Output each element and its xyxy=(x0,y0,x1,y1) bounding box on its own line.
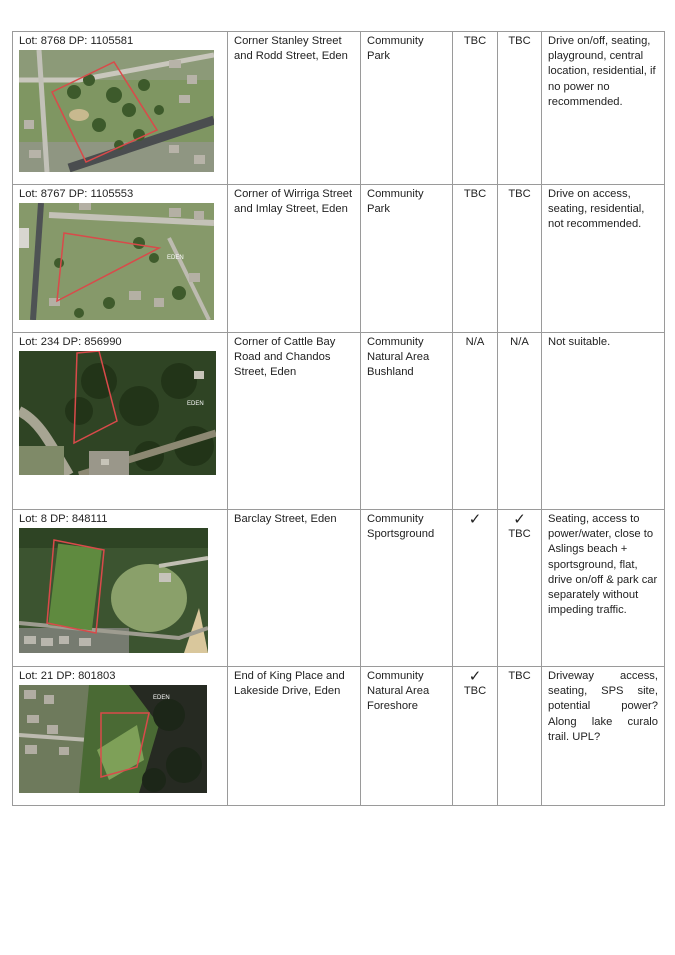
status-cell xyxy=(453,185,498,333)
category-line: Natural Area xyxy=(367,351,430,364)
category-line: Community xyxy=(367,670,424,682)
category-line: Community xyxy=(367,188,424,200)
location-cell: Corner of Wirriga Street and Imlay Street, Eden xyxy=(228,185,361,333)
location-cell: Barclay Street, Eden xyxy=(228,510,361,667)
status-text: TBC xyxy=(463,188,487,200)
category-line: Community xyxy=(367,513,424,525)
category-cell xyxy=(361,333,453,510)
lot-label: Lot: 8767 DP: 1105553 xyxy=(19,188,134,200)
aerial-photo xyxy=(19,203,214,320)
status-cell xyxy=(453,510,498,667)
check-icon: ✓ xyxy=(513,511,526,528)
category-cell xyxy=(361,510,453,667)
notes-cell: Seating, access to power/water, close to Aslings beach + sportsground, flat, drive on/off & park car separately without impeding traffic. xyxy=(542,510,665,667)
status-text: TBC xyxy=(508,670,531,682)
map-label: EDEN xyxy=(187,401,204,408)
lot-cell xyxy=(13,667,228,806)
location-cell: Corner of Cattle Bay Road and Chandos Street, Eden xyxy=(228,333,361,510)
table-row xyxy=(13,333,665,510)
table-row xyxy=(13,667,665,806)
lot-cell xyxy=(13,32,228,185)
category-line: Bushland xyxy=(367,366,414,379)
map-label: EDEN xyxy=(167,255,184,262)
status-cell xyxy=(498,333,542,510)
category-line: Foreshore xyxy=(367,700,418,713)
status-text: TBC xyxy=(508,528,531,540)
status-text: TBC xyxy=(463,35,487,47)
category-line: Park xyxy=(367,50,391,63)
category-line: Natural Area xyxy=(367,685,430,698)
table-row xyxy=(13,510,665,667)
aerial-photo xyxy=(19,685,207,793)
notes-cell: Drive on/off, seating, playground, central location, residential, if no power no recommended. xyxy=(542,32,665,185)
table-row xyxy=(13,32,665,185)
lot-cell xyxy=(13,510,228,667)
status-cell xyxy=(453,32,498,185)
status-cell xyxy=(453,333,498,510)
aerial-photo xyxy=(19,50,214,172)
category-cell xyxy=(361,32,453,185)
status-text: N/A xyxy=(510,336,529,348)
check-icon: ✓ xyxy=(468,668,482,685)
notes-cell: Not suitable. xyxy=(542,333,665,510)
lot-label: Lot: 21 DP: 801803 xyxy=(19,670,116,682)
category-line: Community xyxy=(367,336,424,348)
location-cell: End of King Place and Lakeside Drive, Eden xyxy=(228,667,361,806)
status-cell xyxy=(498,510,542,667)
lot-cell xyxy=(13,185,228,333)
status-cell xyxy=(498,667,542,806)
lot-label: Lot: 8768 DP: 1105581 xyxy=(19,35,134,47)
category-line: Community xyxy=(367,35,424,47)
check-icon: ✓ xyxy=(468,511,482,528)
lot-label: Lot: 8 DP: 848111 xyxy=(19,513,108,525)
category-line: Sportsground xyxy=(367,528,435,541)
notes-cell: Drive on access, seating, residential, not recommended. xyxy=(542,185,665,333)
table-row xyxy=(13,185,665,333)
location-cell: Corner Stanley Street and Rodd Street, Eden xyxy=(228,32,361,185)
status-text: TBC xyxy=(508,188,531,200)
sites-table xyxy=(12,31,665,806)
lot-label: Lot: 234 DP: 856990 xyxy=(19,336,122,348)
status-text: TBC xyxy=(463,685,487,697)
status-text: TBC xyxy=(508,35,531,47)
status-cell xyxy=(453,667,498,806)
notes-cell: Driveway access, seating, SPS site, potential power? Along lake curalo trail. UPL? xyxy=(542,667,665,806)
map-label: EDEN xyxy=(153,695,170,702)
status-cell xyxy=(498,32,542,185)
category-line: Park xyxy=(367,203,391,216)
status-text: N/A xyxy=(465,336,485,348)
category-cell xyxy=(361,185,453,333)
lot-cell xyxy=(13,333,228,510)
status-cell xyxy=(498,185,542,333)
category-cell xyxy=(361,667,453,806)
aerial-photo xyxy=(19,351,216,475)
aerial-photo xyxy=(19,528,208,653)
